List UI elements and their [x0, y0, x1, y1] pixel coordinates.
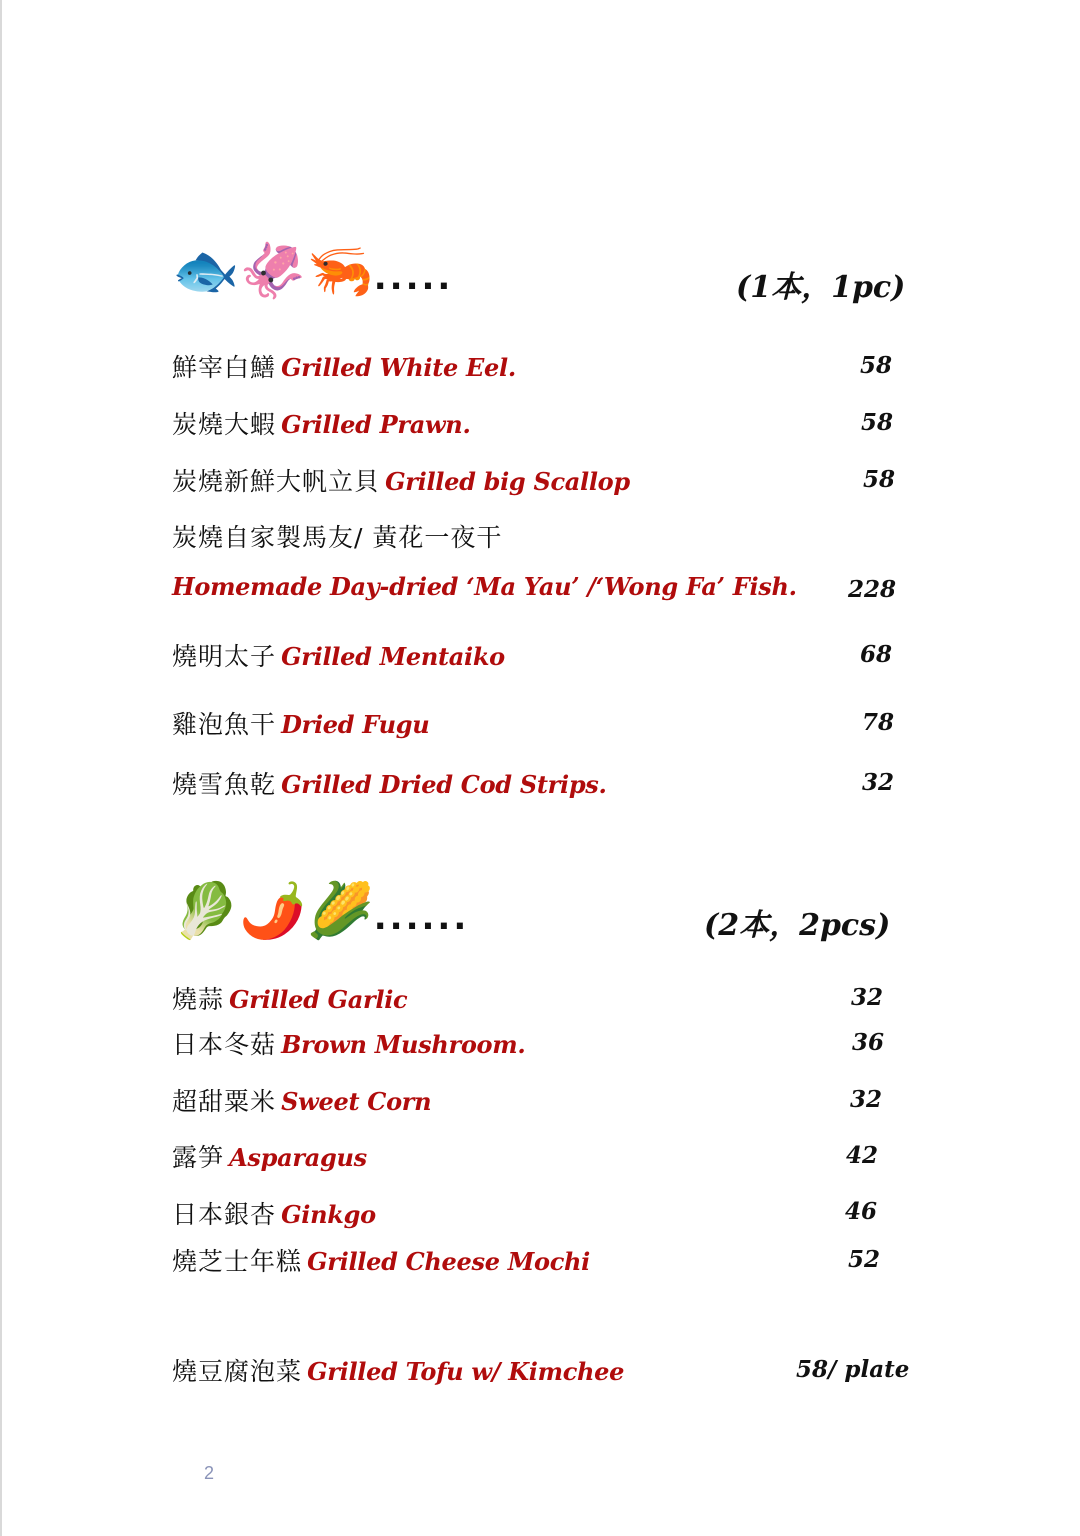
item-name-en: Grilled Dried Cod Strips.: [281, 770, 607, 799]
item-name-en: Grilled Mentaiko: [281, 642, 505, 671]
menu-item: [172, 705, 429, 741]
item-price: 68: [860, 641, 893, 668]
squid-icon: 🦑: [239, 239, 307, 302]
item-name-zh: 燒明太子: [172, 642, 277, 671]
item-name-zh: 燒雪魚乾: [172, 770, 277, 799]
menu-item: [172, 1138, 367, 1174]
item-price: 58: [863, 466, 896, 493]
item-price: 58/ plate: [796, 1356, 910, 1383]
item-price: 58: [860, 352, 893, 379]
leafy-green-icon: 🥬: [172, 879, 240, 942]
item-price: 52: [848, 1246, 881, 1273]
item-name-zh: 鮮宰白鱔: [172, 353, 277, 382]
item-name-en: Grilled big Scallop: [385, 467, 630, 496]
item-name-en: Homemade Day-dried ‘Ma Yau’ /‘Wong Fa’ Fish.: [172, 572, 797, 601]
seafood-header: [172, 239, 454, 302]
item-name-zh: 超甜粟米: [172, 1087, 277, 1116]
menu-item-en-line: [172, 572, 797, 601]
item-name-zh: 日本冬菇: [172, 1030, 277, 1059]
chili-pepper-icon: 🌶️: [239, 879, 307, 942]
seafood-portion: (1本，1pc): [736, 270, 906, 305]
seafood-dots: .....: [373, 258, 454, 298]
item-name-zh: 露笋: [172, 1143, 225, 1172]
menu-item: [172, 462, 630, 498]
menu-item: [172, 637, 505, 673]
page-number: 2: [204, 1463, 215, 1483]
item-name-zh: 雞泡魚干: [172, 710, 277, 739]
item-name-zh: 燒豆腐泡菜: [172, 1357, 303, 1386]
menu-item: [172, 348, 516, 384]
item-name-en: Asparagus: [229, 1143, 367, 1172]
vegetables-dots: ......: [373, 898, 470, 938]
shrimp-icon: 🦐: [306, 239, 374, 302]
item-name-en: Grilled Cheese Mochi: [307, 1247, 590, 1276]
menu-item: [172, 405, 471, 441]
item-name-en: Grilled Garlic: [229, 985, 408, 1014]
menu-item: [172, 1195, 376, 1231]
vegetables-header: [172, 879, 470, 942]
item-name-zh: 炭燒新鮮大帆立貝: [172, 467, 381, 496]
item-price: 32: [850, 1086, 883, 1113]
page-edge: [0, 0, 2, 1536]
menu-item: [172, 1242, 590, 1278]
item-price: 32: [862, 769, 895, 796]
item-name-en: Grilled White Eel.: [281, 353, 516, 382]
menu-item: [172, 1082, 431, 1118]
item-name-en: Ginkgo: [281, 1200, 376, 1229]
item-price: 228: [848, 576, 897, 603]
item-name-zh: 日本銀杏: [172, 1200, 277, 1229]
item-name-en: Dried Fugu: [281, 710, 430, 739]
fish-icon: 🐟: [172, 239, 240, 302]
menu-item: [172, 765, 607, 801]
item-name-zh: 炭燒自家製馬友/ 黃花一夜干: [172, 523, 503, 552]
item-name-en: Grilled Prawn.: [281, 410, 471, 439]
item-name-zh: 炭燒大蝦: [172, 410, 277, 439]
corn-icon: 🌽: [306, 879, 374, 942]
menu-item: [172, 980, 407, 1016]
item-name-zh: 燒蒜: [172, 985, 225, 1014]
item-name-en: Brown Mushroom.: [281, 1030, 526, 1059]
item-price: 46: [845, 1198, 878, 1225]
item-price: 78: [862, 709, 895, 736]
menu-item: [172, 1025, 525, 1061]
item-name-en: Grilled Tofu w/ Kimchee: [307, 1357, 625, 1386]
item-name-en: Sweet Corn: [281, 1087, 432, 1116]
menu-item: [172, 1352, 624, 1388]
item-name-zh: 燒芝士年糕: [172, 1247, 303, 1276]
vegetables-portion: (2本，2pcs): [704, 908, 891, 943]
menu-item: [172, 518, 502, 554]
item-price: 42: [846, 1142, 879, 1169]
item-price: 58: [861, 409, 894, 436]
item-price: 32: [851, 984, 884, 1011]
item-price: 36: [852, 1029, 885, 1056]
